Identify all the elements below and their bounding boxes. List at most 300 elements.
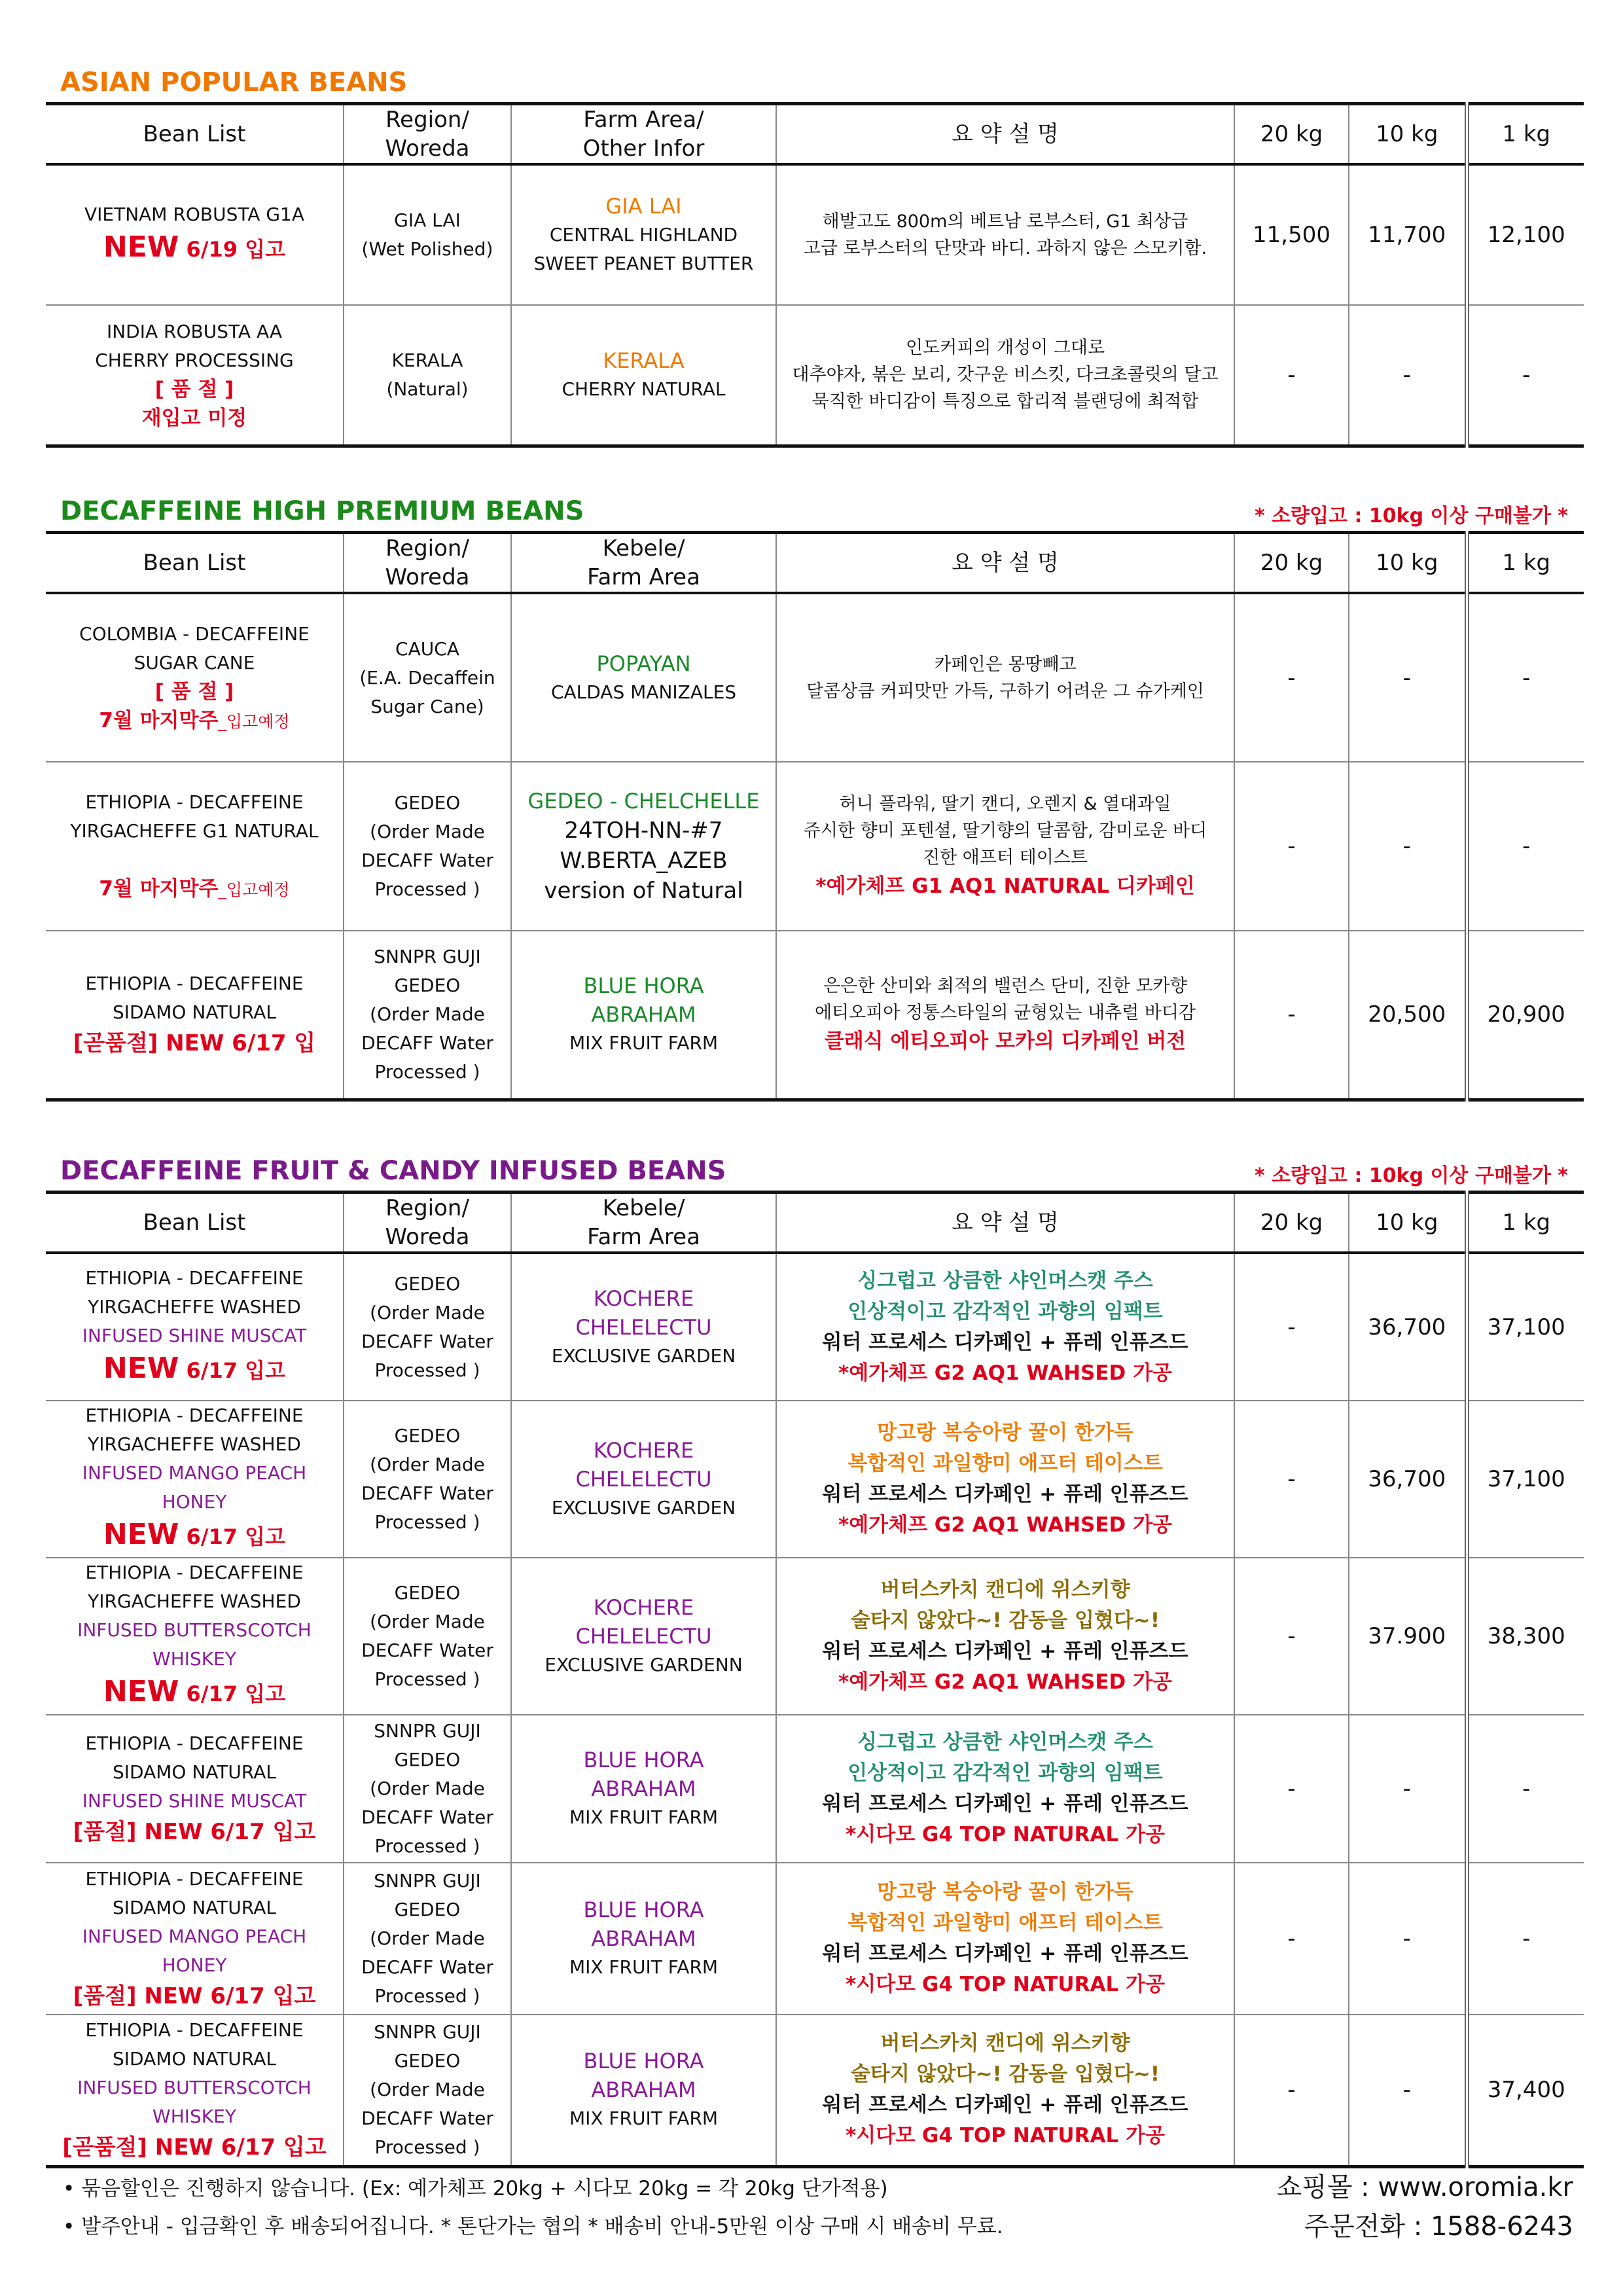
summary-line: 은은한 산미와 최적의 밸런스 단미, 진한 모카향 (823, 975, 1187, 996)
section-title: DECAFFEINE HIGH PREMIUM BEANS (60, 496, 584, 526)
col-header-text: Bean List (143, 1210, 246, 1236)
status-new (48, 1350, 340, 1391)
farm-cell (511, 164, 776, 305)
summary-process-line: 워터 프로세스 디카페인 + 퓨레 인퓨즈드 (822, 1482, 1188, 1506)
infused-flavor: WHISKEY (152, 1648, 236, 1670)
summary-origin-line: *시다모 G4 TOP NATURAL 가공 (846, 1973, 1165, 1996)
price-10kg: 36,700 (1349, 1253, 1467, 1401)
col-header-1kg (1467, 104, 1584, 165)
bean-name-cell (46, 1558, 344, 1715)
order-phone: 주문전화 : 1588-6243 (1304, 2212, 1573, 2242)
price-20kg: 11,500 (1234, 164, 1349, 305)
summary-origin-line: *예가체프 G2 AQ1 WAHSED 가공 (838, 1513, 1172, 1537)
summary-flavor-line: 술타지 않았다~! 감동을 입혔다~! (851, 2062, 1160, 2087)
bean-name-line: ETHIOPIA - DECAFFEINE (85, 1266, 304, 1289)
col-header-text: Woreda (385, 564, 470, 590)
region-line: (Order Made (370, 821, 485, 842)
region-line: Processed ) (374, 1359, 480, 1381)
arrival-date: 6/19 입고 (179, 237, 285, 262)
summary-flavor-line: 복합적인 과일향미 애프터 테이스트 (847, 1911, 1163, 1935)
col-header-text: 20 kg (1260, 1210, 1323, 1236)
bean-name-line: ETHIOPIA - DECAFFEINE (85, 2019, 304, 2041)
region-line: Processed ) (374, 1668, 480, 1690)
region-line: DECAFF Water (361, 2108, 493, 2130)
bean-name-line: YIRGACHEFFE WASHED (88, 1590, 301, 1612)
region-cell (344, 164, 511, 305)
col-header-text: Farm Area/ (583, 107, 704, 133)
table-row (46, 1558, 1584, 1715)
col-header-farm (511, 104, 776, 165)
summary-process-line: 워터 프로세스 디카페인 + 퓨레 인퓨즈드 (822, 1792, 1188, 1816)
summary-cell (776, 164, 1234, 305)
region-line: (Order Made (370, 1928, 485, 1949)
price-1kg: - (1467, 305, 1584, 446)
restock-note (48, 874, 340, 905)
summary-flavor-line: 인상적이고 감각적인 과향의 임팩트 (847, 1299, 1163, 1323)
summary-cell (776, 593, 1234, 762)
table-header-row (46, 104, 1584, 165)
decaf-price-table (46, 531, 1584, 1102)
region-line: (Order Made (370, 1778, 485, 1799)
region-line: DECAFF Water (361, 1032, 493, 1054)
region-line: DECAFF Water (361, 1806, 493, 1828)
col-header-text: Region/ (385, 1195, 469, 1221)
price-1kg: 37,100 (1467, 1401, 1584, 1558)
bean-name-line: ETHIOPIA - DECAFFEINE (85, 1405, 304, 1426)
bean-name-line: SIDAMO NATURAL (113, 2048, 276, 2070)
col-header-farm (511, 1193, 776, 1253)
farm-highlight: ABRAHAM (591, 1926, 696, 1951)
restock-note (48, 706, 340, 736)
region-line: GEDEO (394, 1582, 461, 1604)
table-header-row (46, 533, 1584, 594)
summary-origin-line: *예가체프 G1 AQ1 NATURAL 디카페인 (815, 874, 1195, 898)
stock-status: [품절] NEW 6/17 입고 (73, 1819, 316, 1845)
price-20kg: - (1234, 762, 1349, 931)
footer-note-discount: • 묶음할인은 진행하지 않습니다. (Ex: 예가체프 20kg + 시다모 20kg = 각 20kg 단가적용) (63, 2177, 888, 2200)
summary-flavor-line: 싱그럽고 상큼한 샤인머스캣 주스 (857, 1268, 1153, 1293)
summary-line: 달콤상큼 커피맛만 가득, 구하기 어려운 그 슈가케인 (806, 681, 1204, 702)
farm-highlight: POPAYAN (596, 651, 691, 676)
region-cell (344, 931, 511, 1100)
table-row (46, 931, 1584, 1100)
bean-name-line: ETHIOPIA - DECAFFEINE (85, 1868, 304, 1890)
col-header-10kg (1349, 533, 1467, 594)
region-cell (344, 593, 511, 762)
farm-lot-line: 24TOH-NN-#7 (564, 817, 723, 844)
infused-flavor: INFUSED BUTTERSCOTCH (77, 1619, 312, 1641)
col-header-summary (776, 1193, 1234, 1253)
col-header-text: 20 kg (1260, 550, 1323, 576)
region-line: Processed ) (374, 1835, 480, 1857)
footer-note-shipping: • 발주안내 - 입금확인 후 배송되어집니다. * 톤단가는 협의 * 배송비 안내-5만원 이상 구매 시 배송비 무료. (63, 2215, 1003, 2238)
summary-origin-line: *예가체프 G2 AQ1 WAHSED 가공 (838, 1361, 1172, 1385)
region-line: GEDEO (394, 1749, 461, 1770)
region-line: GEDEO (394, 792, 461, 814)
bean-name-line: ETHIOPIA - DECAFFEINE (85, 1732, 304, 1754)
col-header-text: Region/ (385, 107, 469, 133)
farm-highlight: KOCHERE (593, 1438, 694, 1463)
region-line: (Order Made (370, 1611, 485, 1632)
region-line: SNNPR GUJI (374, 946, 481, 968)
infused-flavor: INFUSED BUTTERSCOTCH (77, 2077, 312, 2099)
section-title: ASIAN POPULAR BEANS (60, 67, 408, 98)
summary-cell (776, 762, 1234, 931)
region-line: DECAFF Water (361, 850, 493, 871)
farm-highlight: BLUE HORA (583, 1748, 704, 1772)
order-limit-note: * 소량입고 : 10kg 이상 구매불가 * (1254, 505, 1568, 528)
region-cell (344, 762, 511, 931)
infused-flavor: HONEY (162, 1954, 227, 1976)
price-1kg: 20,900 (1467, 931, 1584, 1100)
price-10kg: - (1349, 593, 1467, 762)
farm-line: EXCLUSIVE GARDEN (551, 1344, 736, 1367)
stock-status: [곧품절] NEW 6/17 입 (73, 1030, 316, 1057)
infused-flavor: WHISKEY (152, 2106, 236, 2128)
farm-cell (511, 1863, 776, 2015)
price-10kg: - (1349, 305, 1467, 446)
region-line: Processed ) (374, 1061, 480, 1083)
col-header-region (344, 104, 511, 165)
bean-name-cell (46, 1401, 344, 1558)
farm-highlight: GEDEO - CHELCHELLE (527, 789, 760, 814)
bean-name-line: COLOMBIA - DECAFFEINE (79, 622, 310, 645)
bean-name-line: ETHIOPIA - DECAFFEINE (85, 973, 304, 995)
farm-highlight: CHELELECTU (575, 1467, 712, 1492)
farm-line: SWEET PEANET BUTTER (533, 253, 754, 274)
bean-name-line: ETHIOPIA - DECAFFEINE (85, 1562, 304, 1583)
infused-price-table (46, 1191, 1584, 2168)
table-row (46, 762, 1584, 931)
table-row (46, 305, 1584, 446)
farm-highlight: ABRAHAM (591, 1002, 696, 1028)
summary-process-line: 워터 프로세스 디카페인 + 퓨레 인퓨즈드 (822, 1640, 1188, 1663)
bean-name-line: YIRGACHEFFE WASHED (88, 1433, 301, 1455)
farm-highlight: BLUE HORA (583, 2049, 704, 2074)
farm-highlight: CHELELECTU (575, 1624, 712, 1649)
summary-origin-line: *시다모 G4 TOP NATURAL 가공 (846, 1823, 1165, 1846)
table-row (46, 164, 1584, 305)
summary-flavor-line: 싱그럽고 상큼한 샤인머스캣 주스 (857, 1731, 1153, 1754)
bean-name-line: INDIA ROBUSTA AA (106, 320, 283, 342)
summary-line: 허니 플라워, 딸기 캔디, 오렌지 & 열대과일 (839, 794, 1171, 814)
summary-line: 해발고도 800m의 베트남 로부스터, G1 최상급 (822, 211, 1188, 232)
bean-name-line: YIRGACHEFFE WASHED (88, 1295, 301, 1318)
summary-cell (776, 1253, 1234, 1401)
summary-line: 쥬시한 향미 포텐셜, 딸기향의 달콤함, 감미로운 바디 (803, 821, 1207, 841)
col-header-10kg (1349, 1193, 1467, 1253)
summary-line: 묵직한 바디감이 특징으로 합리적 블랜딩에 최적합 (812, 391, 1199, 412)
region-line: (Order Made (370, 2079, 485, 2101)
col-header-text: 1 kg (1502, 121, 1551, 147)
col-header-summary (776, 533, 1234, 594)
table-row (46, 593, 1584, 762)
col-header-bean-list (46, 1193, 344, 1253)
infused-flavor: INFUSED SHINE MUSCAT (82, 1790, 307, 1812)
summary-flavor-line: 복합적인 과일향미 애프터 테이스트 (847, 1452, 1163, 1475)
farm-cell (511, 1715, 776, 1863)
farm-cell (511, 2015, 776, 2166)
bean-name-cell (46, 305, 344, 446)
summary-cell (776, 1401, 1234, 1558)
farm-lot-line: W.BERTA_AZEB (560, 848, 728, 874)
new-badge: NEW (103, 1518, 179, 1551)
summary-flavor-line: 망고랑 복숭아랑 꿀이 한가득 (877, 1880, 1133, 1904)
col-header-text: Farm Area (587, 1224, 700, 1250)
col-header-1kg (1467, 1193, 1584, 1253)
region-line: GEDEO (394, 1425, 461, 1446)
col-header-20kg (1234, 1193, 1349, 1253)
summary-cell (776, 305, 1234, 446)
col-header-text: 요 약 설 명 (952, 121, 1059, 147)
farm-line: MIX FRUIT FARM (569, 1806, 719, 1828)
farm-cell (511, 762, 776, 931)
col-header-bean-list (46, 533, 344, 594)
arrival-date: 6/17 입고 (179, 1524, 285, 1549)
farm-highlight: CHELELECTU (575, 1314, 712, 1340)
farm-line: MIX FRUIT FARM (569, 1032, 719, 1054)
region-line: SNNPR GUJI (374, 2021, 481, 2043)
bean-name-cell (46, 762, 344, 931)
price-20kg: - (1234, 1401, 1349, 1558)
price-10kg: - (1349, 762, 1467, 931)
summary-process-line: 워터 프로세스 디카페인 + 퓨레 인퓨즈드 (822, 1942, 1188, 1965)
bean-name-cell (46, 931, 344, 1100)
region-cell (344, 1715, 511, 1863)
order-limit-note: * 소량입고 : 10kg 이상 구매불가 * (1254, 1164, 1568, 1187)
farm-cell (511, 1253, 776, 1401)
farm-highlight: BLUE HORA (583, 973, 704, 999)
region-line: DECAFF Water (361, 1640, 493, 1661)
summary-line: 인도커피의 개성이 그대로 (905, 338, 1105, 359)
table-row (46, 1715, 1584, 1863)
price-20kg: - (1234, 1558, 1349, 1715)
farm-highlight: GIA LAI (605, 194, 682, 219)
price-1kg: 12,100 (1467, 164, 1584, 305)
spacer (48, 846, 340, 874)
col-header-text: Bean List (143, 121, 246, 147)
col-header-text: Kebele/ (602, 535, 685, 562)
col-header-region (344, 533, 511, 594)
table-header-row (46, 1193, 1584, 1253)
price-10kg: - (1349, 1715, 1467, 1863)
restock-label: _입고예정 (218, 880, 290, 899)
col-header-20kg (1234, 533, 1349, 594)
price-20kg: - (1234, 1715, 1349, 1863)
price-1kg: 37,100 (1467, 1253, 1584, 1401)
region-cell (344, 305, 511, 446)
table-row (46, 2015, 1584, 2166)
region-cell (344, 1558, 511, 1715)
farm-line: MIX FRUIT FARM (569, 2108, 719, 2130)
summary-process-line: 워터 프로세스 디카페인 + 퓨레 인퓨즈드 (822, 2093, 1188, 2117)
infused-flavor: INFUSED MANGO PEACH (82, 1926, 307, 1947)
summary-line: 고급 로부스터의 단맛과 바디. 과하지 않은 스모키함. (803, 238, 1207, 259)
summary-cell (776, 1558, 1234, 1715)
bean-name-cell (46, 1253, 344, 1401)
new-badge: NEW (103, 1675, 179, 1708)
col-header-text: Bean List (143, 550, 246, 576)
price-1kg: - (1467, 1715, 1584, 1863)
region-line: GEDEO (394, 1899, 461, 1920)
price-10kg: 11,700 (1349, 164, 1467, 305)
price-1kg: 37,400 (1467, 2015, 1584, 2166)
region-cell (344, 1401, 511, 1558)
price-10kg: - (1349, 2015, 1467, 2166)
summary-cell (776, 1715, 1234, 1863)
infused-flavor: HONEY (162, 1491, 227, 1513)
bean-name-cell (46, 1715, 344, 1863)
price-10kg: 20,500 (1349, 931, 1467, 1100)
col-header-bean-list (46, 104, 344, 165)
col-header-1kg (1467, 533, 1584, 594)
arrival-date: 6/17 입고 (179, 1357, 285, 1383)
region-line: GEDEO (394, 2050, 461, 2072)
farm-cell (511, 931, 776, 1100)
table-row (46, 1863, 1584, 2015)
col-header-text: 요 약 설 명 (952, 1210, 1059, 1236)
col-header-text: 20 kg (1260, 121, 1323, 147)
region-cell (344, 1253, 511, 1401)
summary-origin-line: *시다모 G4 TOP NATURAL 가공 (846, 2124, 1165, 2148)
farm-cell (511, 1401, 776, 1558)
region-line: GEDEO (394, 975, 461, 997)
price-20kg: - (1234, 1253, 1349, 1401)
status-new (48, 229, 340, 270)
restock-label: _입고예정 (218, 711, 290, 731)
region-line: DECAFF Water (361, 1330, 493, 1352)
restock-week: 7월 마지막주 (99, 877, 219, 901)
col-header-text: 1 kg (1502, 550, 1551, 576)
infused-flavor: INFUSED MANGO PEACH (82, 1462, 307, 1484)
price-20kg: - (1234, 593, 1349, 762)
farm-line: MIX FRUIT FARM (569, 1956, 719, 1978)
farm-highlight: BLUE HORA (583, 1897, 704, 1922)
price-1kg: - (1467, 1863, 1584, 2015)
summary-line: 에티오피아 정통스타일의 균형있는 내츄럴 바디감 (814, 1002, 1196, 1023)
price-20kg: - (1234, 931, 1349, 1100)
stock-status: [ 품 절 ] (154, 679, 234, 704)
region-line: GEDEO (394, 1272, 461, 1295)
status-new (48, 1674, 340, 1714)
summary-flavor-line: 버터스카치 캔디에 위스키향 (880, 1578, 1130, 1602)
col-header-10kg (1349, 104, 1467, 165)
stock-status: [곧품절] NEW 6/17 입고 (62, 2134, 327, 2161)
farm-cell (511, 305, 776, 446)
table-row (46, 1401, 1584, 1558)
farm-line: EXCLUSIVE GARDENN (544, 1654, 743, 1676)
summary-line: 카페인은 몽땅빼고 (934, 654, 1077, 675)
col-header-text: 10 kg (1376, 121, 1438, 147)
infused-flavor: INFUSED SHINE MUSCAT (82, 1324, 307, 1346)
summary-line: 대추야자, 볶은 보리, 갓구운 비스킷, 다크초콜릿의 달고 (792, 365, 1219, 386)
region-line: (Order Made (370, 1003, 485, 1026)
region-line: SNNPR GUJI (374, 1870, 481, 1892)
region-line: Sugar Cane) (370, 695, 484, 717)
shop-url[interactable]: 쇼핑몰 : www.oromia.kr (1276, 2172, 1573, 2202)
summary-flavor-line: 술타지 않았다~! 감동을 입혔다~! (851, 1609, 1160, 1632)
region-line: CAUCA (395, 637, 459, 660)
region-line: (E.A. Decaffein (359, 666, 495, 689)
region-line: Processed ) (374, 2136, 480, 2159)
col-header-region (344, 1193, 511, 1253)
summary-cell (776, 2015, 1234, 2166)
price-1kg: 38,300 (1467, 1558, 1584, 1715)
region-line: KERALA (391, 349, 463, 371)
price-10kg: 36,700 (1349, 1401, 1467, 1558)
region-line: (Wet Polished) (361, 238, 493, 260)
region-line: DECAFF Water (361, 1482, 493, 1504)
price-1kg: - (1467, 762, 1584, 931)
col-header-text: Region/ (385, 535, 469, 562)
restock-week: 7월 마지막주 (99, 708, 219, 732)
bean-name-line: SIDAMO NATURAL (113, 1001, 276, 1024)
region-line: Processed ) (374, 878, 480, 900)
col-header-text: Other Infor (582, 135, 705, 162)
bean-name-line: VIETNAM ROBUSTA G1A (84, 204, 304, 225)
table-row (46, 1253, 1584, 1401)
bean-name-line: ETHIOPIA - DECAFFEINE (85, 791, 304, 813)
price-20kg: - (1234, 2015, 1349, 2166)
farm-highlight: ABRAHAM (591, 1776, 696, 1801)
summary-cell (776, 931, 1234, 1100)
bean-name-cell (46, 1863, 344, 2015)
stock-status: [품절] NEW 6/17 입고 (73, 1983, 316, 2009)
section-title: DECAFFEINE FRUIT & CANDY INFUSED BEANS (60, 1156, 726, 1186)
col-header-summary (776, 104, 1234, 165)
farm-cell (511, 1558, 776, 1715)
region-line: Processed ) (374, 1511, 480, 1533)
summary-cell (776, 1863, 1234, 2015)
farm-highlight: ABRAHAM (591, 2077, 696, 2103)
summary-flavor-line: 망고랑 복숭아랑 꿀이 한가득 (877, 1421, 1133, 1444)
col-header-text: 1 kg (1502, 1210, 1551, 1236)
farm-cell (511, 593, 776, 762)
bean-name-line: SUGAR CANE (134, 651, 255, 673)
summary-process-line: 워터 프로세스 디카페인 + 퓨레 인퓨즈드 (822, 1330, 1188, 1354)
region-cell (344, 2015, 511, 2166)
region-line: (Natural) (386, 378, 469, 400)
bean-name-line: SIDAMO NATURAL (113, 1897, 276, 1918)
summary-origin-line: 클래식 에티오피아 모카의 디카페인 버전 (824, 1029, 1186, 1053)
price-20kg: - (1234, 1863, 1349, 2015)
farm-lot-line: version of Natural (544, 878, 743, 904)
col-header-text: Farm Area (587, 564, 700, 590)
farm-line: EXCLUSIVE GARDEN (551, 1497, 736, 1518)
summary-flavor-line: 버터스카치 캔디에 위스키향 (880, 2032, 1130, 2056)
col-header-farm (511, 533, 776, 594)
price-20kg: - (1234, 305, 1349, 446)
region-line: DECAFF Water (361, 1956, 493, 1978)
bean-name-line: SIDAMO NATURAL (113, 1761, 276, 1783)
col-header-text: Woreda (385, 1224, 470, 1250)
col-header-text: Woreda (385, 135, 470, 162)
summary-origin-line: *예가체프 G2 AQ1 WAHSED 가공 (838, 1670, 1172, 1694)
new-badge: NEW (103, 230, 179, 264)
stock-status: [ 품 절 ] (154, 377, 234, 401)
status-new (48, 1516, 340, 1557)
region-line: Processed ) (374, 1985, 480, 2007)
farm-line: CALDAS MANIZALES (550, 681, 737, 703)
summary-line: 진한 애프터 테이스트 (923, 848, 1088, 868)
region-line: (Order Made (370, 1454, 485, 1475)
farm-highlight: KOCHERE (593, 1595, 694, 1620)
col-header-text: 10 kg (1376, 550, 1438, 576)
asian-price-table (46, 102, 1584, 448)
bean-name-cell (46, 2015, 344, 2166)
col-header-text: Kebele/ (602, 1195, 685, 1221)
col-header-text: 10 kg (1376, 1210, 1438, 1236)
